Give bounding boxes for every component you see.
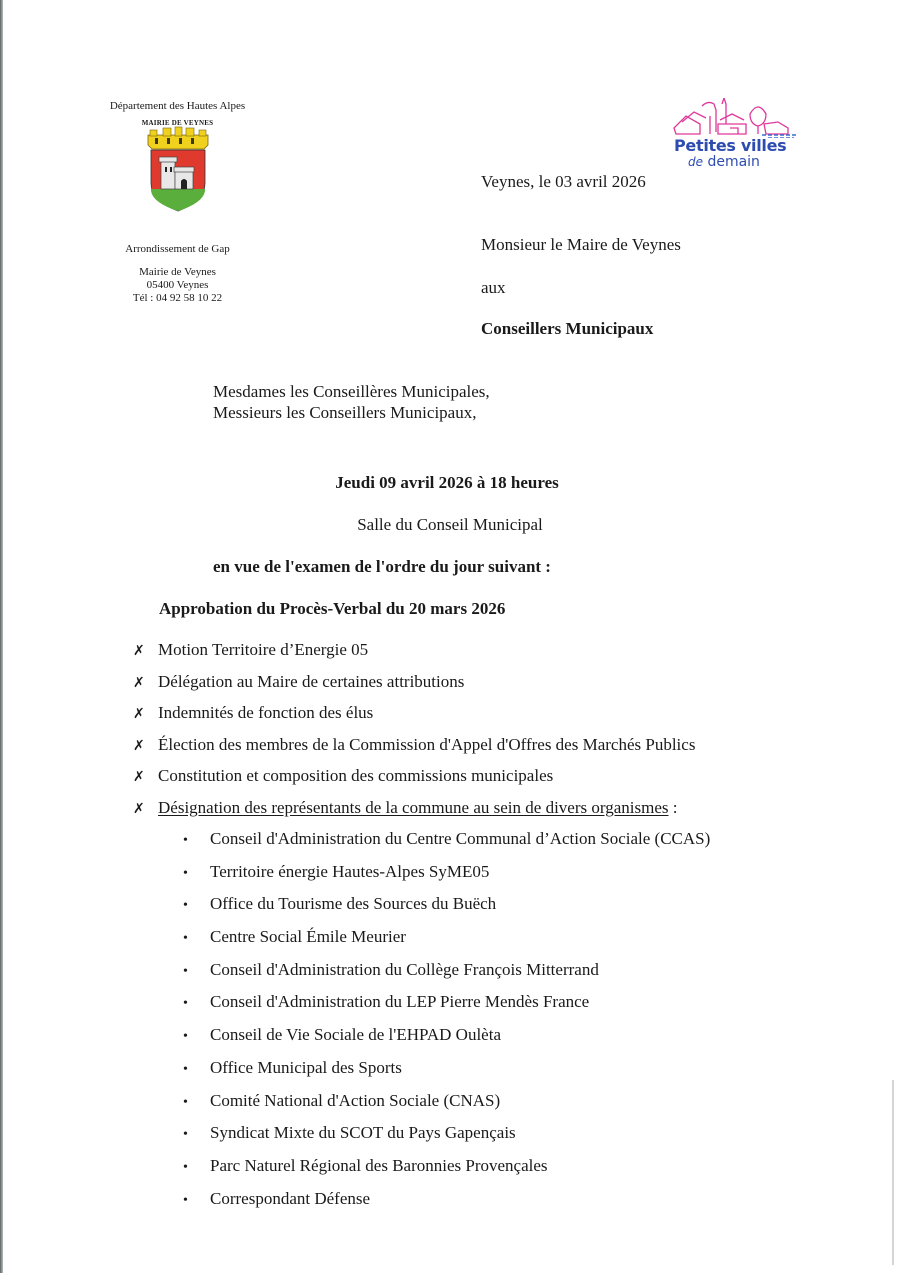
meeting-location [0,515,900,535]
organism-item [180,1189,710,1222]
organism-item [180,1156,710,1189]
organism-name: Territoire énergie Hautes-Alpes SyME05 [210,861,490,881]
agenda-item-text: Délégation au Maire de certaines attributions [158,671,465,691]
logo-subtitle-rest: demain [703,154,760,170]
village-drawing-icon [672,98,802,138]
agenda-item [133,703,695,735]
organisms-list [180,829,710,1221]
organism-name: Parc Naturel Régional des Baronnies Provençales [210,1155,548,1175]
meeting-location-text: Salle du Conseil Municipal [357,515,543,534]
organism-item [180,1123,710,1156]
logo-subtitle-de: de [688,155,703,169]
agenda-item-text: Élection des membres de la Commission d'Appel d'Offres des Marchés Publics [158,734,696,754]
agenda-item [133,735,695,767]
address-line2: 05400 Veynes [146,279,209,291]
organism-name: Office du Tourisme des Sources du Buëch [210,894,497,914]
x-mark-icon: ✗ [133,674,145,691]
bullet-icon: • [183,963,188,979]
agenda-list [133,640,695,830]
salutation-line1: Mesdames les Conseillères Municipales, [213,382,490,401]
organism-item [180,1058,710,1091]
sender: Monsieur le Maire de Veynes [481,235,681,254]
organism-name: Conseil d'Administration du Collège François Mitterrand [210,959,599,979]
agenda-item-suffix: : [668,797,678,817]
department-name: Département des Hautes Alpes [109,100,246,112]
bullet-icon: • [183,1192,188,1208]
agenda-intro: en vue de l'examen de l'ordre du jour suivant : [213,557,551,576]
bullet-icon: • [183,931,188,947]
bullet-icon: • [183,1061,188,1077]
bullet-icon: • [183,1094,188,1110]
meeting-datetime [0,473,900,493]
bullet-icon: • [183,996,188,1012]
x-mark-icon: ✗ [133,706,145,723]
organism-name: Office Municipal des Sports [210,1057,402,1077]
organism-name: Correspondant Défense [210,1188,371,1208]
town-crest [133,117,223,217]
bullet-icon: • [183,898,188,914]
x-mark-icon: ✗ [133,643,145,659]
address-line1: Mairie de Veynes [139,266,216,278]
agenda-item-text [158,798,677,818]
organism-item [180,960,710,993]
coat-of-arms-icon [145,125,211,213]
bullet-icon: • [183,865,188,881]
bullet-icon: • [183,1127,188,1143]
bullet-icon: • [183,1029,188,1045]
salutation [213,381,490,423]
scan-edge-right [892,1080,894,1265]
x-mark-icon: ✗ [133,800,145,817]
organism-item [180,894,710,927]
crest-label: MAIRIE DE VEYNES [141,119,214,127]
salutation-line2: Messieurs les Conseillers Municipaux, [213,403,477,422]
agenda-item [133,672,695,704]
agenda-item-underlined-text: Désignation des représentants de la commune au sein de divers organismes [158,797,669,817]
mairie-address [90,266,265,305]
organism-name: Conseil d'Administration du Centre Communal d’Action Sociale (CCAS) [210,829,711,848]
agenda-item-text: Motion Territoire d’Energie 05 [158,640,369,659]
letter-date: Veynes, le 03 avril 2026 [481,172,646,191]
agenda-item-text: Indemnités de fonction des élus [158,703,374,723]
organism-name: Conseil de Vie Sociale de l'EHPAD Oulèta [210,1025,502,1045]
bullet-icon: • [183,833,188,848]
organism-item [180,992,710,1025]
organism-name: Conseil d'Administration du LEP Pierre Mendès France [210,992,590,1012]
organism-item [180,1091,710,1124]
organism-item [180,927,710,960]
logo-subtitle [688,154,760,170]
organism-item [180,862,710,895]
logo-title: Petites villes [674,136,787,155]
agenda-item [133,640,695,672]
agenda-item [133,798,695,830]
organism-item [180,829,710,862]
arrondissement: Arrondissement de Gap [125,243,230,255]
meeting-datetime-text: Jeudi 09 avril 2026 à 18 heures [335,473,559,492]
aux-word: aux [481,278,506,297]
recipients: Conseillers Municipaux [481,319,654,338]
letterhead [90,100,265,305]
x-mark-icon: ✗ [133,769,145,786]
organism-name: Centre Social Émile Meurier [210,927,406,947]
x-mark-icon: ✗ [133,737,145,754]
phone-number: Tél : 04 92 58 10 22 [132,292,223,304]
organism-name: Comité National d'Action Sociale (CNAS) [210,1090,501,1110]
organism-item [180,1025,710,1058]
bullet-icon: • [183,1159,188,1175]
organism-name: Syndicat Mixte du SCOT du Pays Gapençais [210,1123,516,1143]
scan-edge-left [0,0,3,1273]
minutes-approval: Approbation du Procès-Verbal du 20 mars 2026 [159,599,506,618]
agenda-item-text: Constitution et composition des commissions municipales [158,766,554,786]
agenda-item [133,766,695,798]
petites-villes-de-demain-logo [668,98,808,176]
